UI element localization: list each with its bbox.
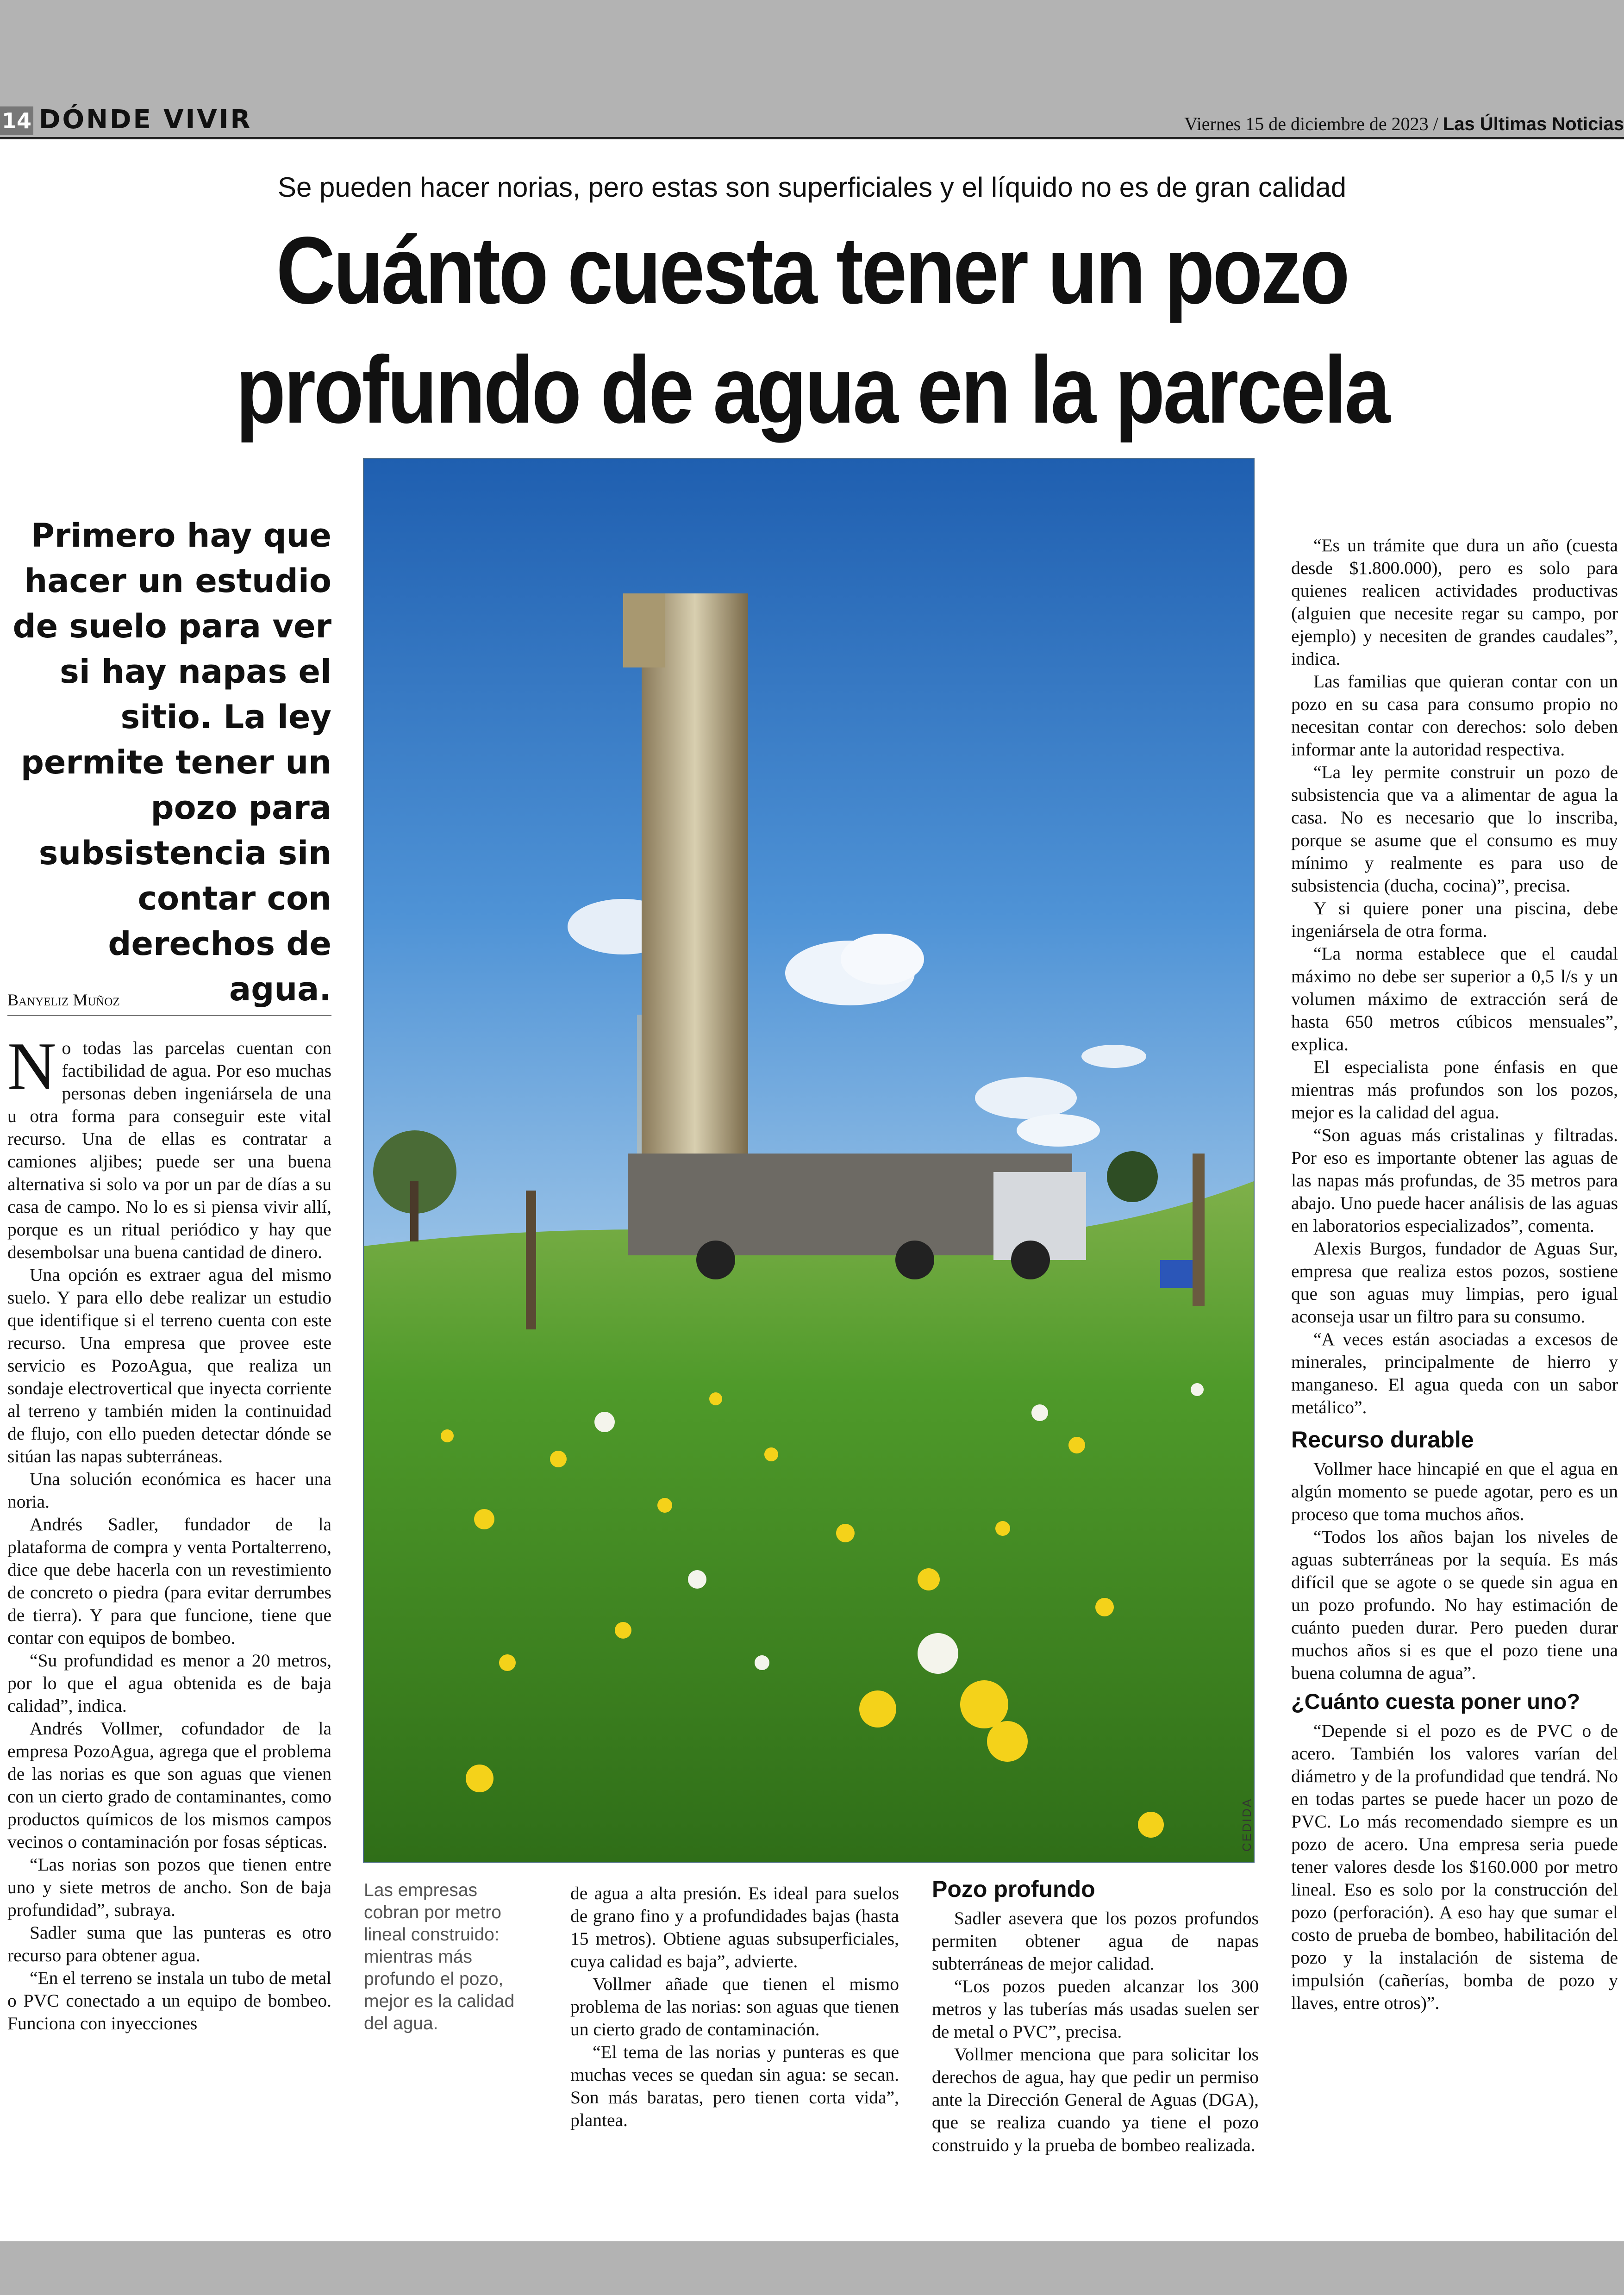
article-photo xyxy=(363,458,1255,1863)
section-title: DÓNDE VIVIR xyxy=(39,105,252,135)
col1-p8: Sadler suma que las punteras es otro recurso para obtener agua. xyxy=(7,1922,331,1965)
col4-p9: “A veces están asociadas a excesos de minerales, principalmente de hierro y manganeso. El agua queda con un sabor metálico”. xyxy=(1291,1329,1618,1417)
headline-line-2: profundo de agua en la parcela xyxy=(236,337,1388,443)
col4-p5: “La norma establece que el caudal máximo no debe ser superior a 0,5 l/s y un volumen máximo de extracción será de hasta 650 metros cúbicos mensuales”, explica. xyxy=(1291,943,1618,1054)
col1-p4: Andrés Sadler, fundador de la plataforma de compra y venta Portalterreno, dice que debe hacerla con un revestimiento de concreto o piedra (para evitar derrumbes de tierra). Y para que funcione, tiene que contar con equipos de bombeo. xyxy=(7,1514,331,1648)
col1-p3: Una solución económica es hacer una noria. xyxy=(7,1469,331,1512)
col1-p7: “Las norias son pozos que tienen entre uno y siete metros de ancho. Son de baja profundidad”, subraya. xyxy=(7,1854,331,1920)
photo-credit: CEDIDA xyxy=(1240,1797,1254,1852)
headline-line-1: Cuánto cuesta tener un pozo xyxy=(276,217,1348,324)
col4-p8: Alexis Burgos, fundador de Aguas Sur, empresa que realiza estos pozos, sostiene que son aguas muy limpias, pero igual aconseja usar un filtro para su consumo. xyxy=(1291,1238,1618,1327)
publication-name: Las Últimas Noticias xyxy=(1443,114,1624,134)
page-bottom-band xyxy=(0,2241,1624,2295)
photo-caption: Las empresas cobran por metro lineal construido: mientras más profundo el pozo, mejor es la calidad del agua. xyxy=(364,1880,515,2033)
byline: Banyeliz Muñoz xyxy=(7,988,331,1016)
col1-p6: Andrés Vollmer, cofundador de la empresa PozoAgua, agrega que el problema de las norias es que son aguas que vienen con un cierto grado de contaminantes, como productos químicos de los mismos campos vecinos o contaminación por fosas sépticas. xyxy=(7,1718,331,1852)
col2-p3: “El tema de las norias y punteras es que muchas veces se quedan sin agua: se secan. Son más baratas, pero tienen corta vida”, plantea. xyxy=(570,2042,899,2130)
page-number: 14 xyxy=(0,106,33,135)
article-column-4 xyxy=(1291,534,1618,2014)
col1-p5: “Su profundidad es menor a 20 metros, por lo que el agua obtenida es de baja calidad”, indica. xyxy=(7,1650,331,1716)
article-headline xyxy=(194,211,1431,449)
header-rule xyxy=(0,137,1624,139)
dateline xyxy=(1184,111,1624,137)
col1-p2: Una opción es extraer agua del mismo suelo. Y para ello debe realizar un estudio que identifique si el terreno cuenta con este recurso. Una empresa que provee este servicio es PozoAgua, que realiza un sondaje electrovertical que inyecta corriente al terreno y también miden la continuidad de flujo, con ello pueden detectar dónde se sitúan las napas subterráneas. xyxy=(7,1265,331,1466)
col4-p11: “Todos los años bajan los niveles de aguas subterráneas por la sequía. Es más difícil que se agote o se quede sin agua en un pozo profundo. No hay estimación de cuánto pueden durar. Pero pueden durar muchos años si es que el pozo tiene una buena columna de agua”. xyxy=(1291,1527,1618,1683)
col1-p1: o todas las parcelas cuentan con factibilidad de agua. Por eso muchas personas deben ingeniársela de una u otra forma para conseguir este vital recurso. Una de ellas es contratar a camiones aljibes; puede ser una buena alternativa si solo va por un par de días a su casa de campo. No lo es si piensa vivir allí, porque es un ritual periódico y hay que desembolsar una buena cantidad de dinero. xyxy=(7,1038,331,1262)
issue-date: Viernes 15 de diciembre de 2023 xyxy=(1184,113,1429,134)
col3-p1: Sadler asevera que los pozos profundos permiten obtener agua de napas subterráneas de mejor calidad. xyxy=(932,1908,1259,1974)
subhead-recurso-durable: Recurso durable xyxy=(1291,1427,1474,1453)
col4-p10: Vollmer hace hincapié en que el agua en algún momento se puede agotar, pero es un proceso que toma muchos años. xyxy=(1291,1459,1618,1524)
subhead-cuanto-cuesta: ¿Cuánto cuesta poner uno? xyxy=(1291,1689,1580,1714)
col4-p7: “Son aguas más cristalinas y filtradas. Por eso es importante obtener las aguas de las napas más profundas, de 35 metros para abajo. Uno puede hacer análisis de las aguas en laboratorios especializados”, comenta. xyxy=(1291,1125,1618,1236)
col4-p3: “La ley permite construir un pozo de subsistencia que va a alimentar de agua la casa. No es necesario que lo inscriba, porque se asume que el consumo es muy mínimo y realmente es para uso de subsistencia (ducha, cocina)”, precisa. xyxy=(1291,762,1618,896)
col1-first-paragraph xyxy=(7,1029,331,1264)
article-deck: Primero hay que hacer un estudio de suelo para ver si hay napas el sitio. La ley permite tener un pozo para subsistencia sin contar con derechos de agua. xyxy=(12,517,331,1008)
drop-cap: N xyxy=(7,1029,56,1104)
col2-p1: de agua a alta presión. Es ideal para suelos de grano fino y a profundidades bajas (hasta 15 metros). Obtiene aguas subsuperficiales, cuya calidad es baja”, advierte. xyxy=(570,1883,899,1971)
col1-p9: “En el terreno se instala un tubo de metal o PVC conectado a un equipo de bombeo. Funciona con inyecciones xyxy=(7,1968,331,2033)
drilling-rig-photo xyxy=(364,459,1254,1862)
col3-p3: Vollmer menciona que para solicitar los derechos de agua, hay que pedir un permiso ante la Dirección General de Aguas (DGA), que se realiza cuando ya tiene el pozo construido y la prueba de bombeo realizada. xyxy=(932,2044,1259,2155)
col4-p6: El especialista pone énfasis en que mientras más profundos son los pozos, mejor es la calidad del agua. xyxy=(1291,1057,1618,1123)
article-column-2 xyxy=(570,1882,899,2132)
col4-p12: “Depende si el pozo es de PVC o de acero. También los valores varían del diámetro y de la profundidad que tendrá. No en todas partes se puede hacer un pozo de PVC. Lo más recomendado siempre es un pozo de acero. Una empresa seria puede tener valores desde los $160.000 por metro lineal. Eso es solo por la construcción del pozo (perforación). A eso hay que sumar el costo de prueba de bombeo, habilitación del pozo y la instalación de sistema de impulsión (cañerías, bomba de pozo y llaves, entre otros)”. xyxy=(1291,1721,1618,2013)
article-kicker: Se pueden hacer norias, pero estas son superficiales y el líquido no es de gran calidad xyxy=(277,172,1347,203)
col4-p4: Y si quiere poner una piscina, debe ingeniársela de otra forma. xyxy=(1291,898,1618,941)
subhead-pozo-profundo: Pozo profundo xyxy=(932,1876,1095,1902)
col4-p2: Las familias que quieran contar con un pozo en su casa para consumo propio no necesitan contar con derechos: solo deben informar ante la autoridad respectiva. xyxy=(1291,671,1618,760)
col2-p2: Vollmer añade que tienen el mismo problema de las norias: son aguas que tienen un cierto grado de contaminación. xyxy=(570,1974,899,2039)
article-column-1 xyxy=(7,1029,331,2035)
dateline-separator: / xyxy=(1433,113,1438,134)
col3-p2: “Los pozos pueden alcanzar los 300 metros y las tuberías más usadas suelen ser de metal o PVC”, precisa. xyxy=(932,1976,1259,2042)
article-column-3 xyxy=(932,1875,1259,2157)
col4-p1: “Es un trámite que dura un año (cuesta desde $1.800.000), pero es solo para quienes realicen actividades productivas (alguien que necesite regar su campo, por ejemplo) y necesiten de grandes caudales”, indica. xyxy=(1291,535,1618,669)
